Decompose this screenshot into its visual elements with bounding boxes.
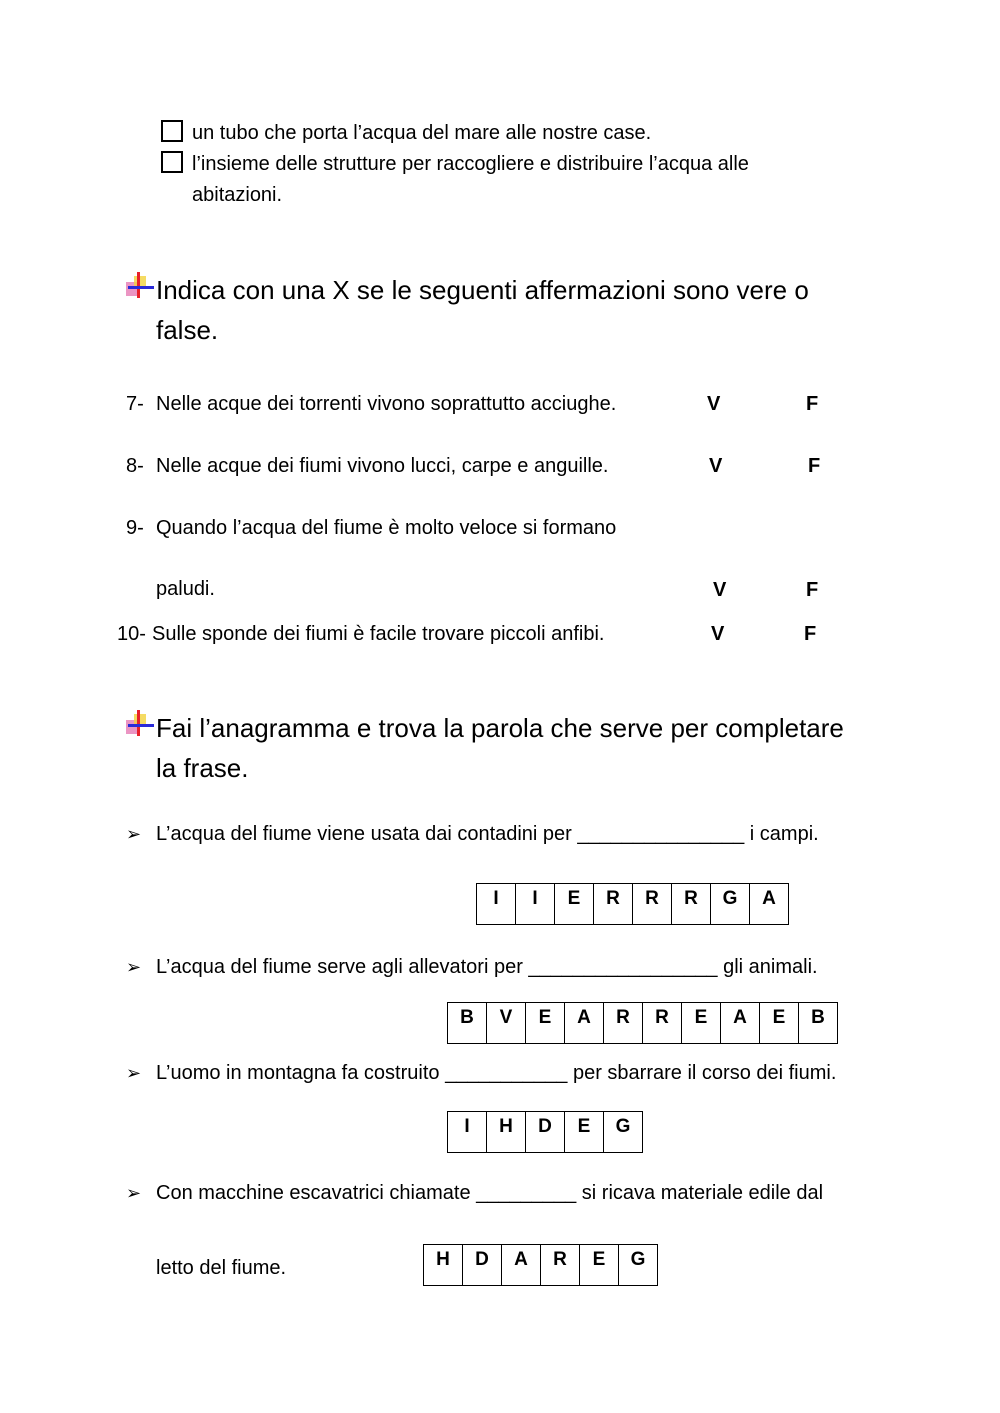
anagram-sentence: Con macchine escavatrici chiamate _________ si ricava materiale edile dal bbox=[156, 1182, 824, 1204]
letter-grid bbox=[447, 1111, 643, 1153]
letter-grid bbox=[447, 1002, 838, 1044]
letter-cell: R bbox=[604, 1003, 643, 1044]
letter-cell: R bbox=[541, 1245, 580, 1286]
letter-cell: R bbox=[633, 884, 672, 925]
letter-cell: B bbox=[799, 1003, 838, 1044]
anagram-sentence-cont: letto del fiume. bbox=[156, 1257, 287, 1279]
option-checkbox-1[interactable] bbox=[161, 120, 183, 142]
letter-cell: A bbox=[721, 1003, 760, 1044]
letter-cell: I bbox=[448, 1112, 487, 1153]
question-number: 9- bbox=[126, 517, 144, 539]
false-option[interactable]: F bbox=[808, 455, 821, 477]
anagram-sentence: L’uomo in montagna fa costruito ___________ per sbarrare il corso dei fiumi. bbox=[156, 1062, 837, 1084]
arrow-bullet-icon: ➢ bbox=[126, 1183, 142, 1203]
question-text: Quando l’acqua del fiume è molto veloce si formano bbox=[156, 517, 617, 539]
letter-cell: R bbox=[672, 884, 711, 925]
arrow-bullet-icon: ➢ bbox=[126, 957, 142, 977]
letter-cell: G bbox=[604, 1112, 643, 1153]
letter-cell: A bbox=[502, 1245, 541, 1286]
option-text-1: un tubo che porta l’acqua del mare alle nostre case. bbox=[192, 122, 652, 144]
question-number: 7- bbox=[126, 393, 144, 415]
letter-cell: E bbox=[526, 1003, 565, 1044]
letter-cell: A bbox=[565, 1003, 604, 1044]
letter-cell: V bbox=[487, 1003, 526, 1044]
false-option[interactable]: F bbox=[804, 623, 817, 645]
question-text-cont: paludi. bbox=[156, 578, 215, 600]
pin-bullet-icon bbox=[124, 710, 154, 740]
anagram-sentence: L’acqua del fiume viene usata dai contadini per _______________ i campi. bbox=[156, 823, 819, 845]
question-text: Nelle acque dei torrenti vivono soprattutto acciughe. bbox=[156, 393, 617, 415]
letter-cell: G bbox=[619, 1245, 658, 1286]
true-option[interactable]: V bbox=[711, 623, 725, 645]
anagram-sentence: L’acqua del fiume serve agli allevatori per _________________ gli animali. bbox=[156, 956, 818, 978]
letter-cell: H bbox=[487, 1112, 526, 1153]
section-2-title: Fai l’anagramma e trova la parola che serve per completare bbox=[156, 713, 844, 743]
option-text-2: l’insieme delle strutture per raccogliere e distribuire l’acqua alle bbox=[192, 153, 749, 175]
letter-cell: H bbox=[424, 1245, 463, 1286]
arrow-bullet-icon: ➢ bbox=[126, 1063, 142, 1083]
letter-cell: I bbox=[477, 884, 516, 925]
letter-cell: R bbox=[594, 884, 633, 925]
option-text-2-cont: abitazioni. bbox=[192, 184, 283, 206]
arrow-bullet-icon: ➢ bbox=[126, 824, 142, 844]
section-1-title-cont: false. bbox=[156, 315, 219, 345]
letter-cell: E bbox=[555, 884, 594, 925]
letter-cell: G bbox=[711, 884, 750, 925]
letter-cell: D bbox=[526, 1112, 565, 1153]
letter-cell: E bbox=[565, 1112, 604, 1153]
letter-cell: D bbox=[463, 1245, 502, 1286]
true-option[interactable]: V bbox=[713, 579, 727, 601]
letter-grid bbox=[423, 1244, 658, 1286]
letter-cell: I bbox=[516, 884, 555, 925]
section-2-title-cont: la frase. bbox=[156, 753, 249, 783]
pin-bullet-icon bbox=[124, 272, 154, 302]
letter-cell: R bbox=[643, 1003, 682, 1044]
letter-cell: B bbox=[448, 1003, 487, 1044]
option-checkbox-2[interactable] bbox=[161, 151, 183, 173]
question-text: Nelle acque dei fiumi vivono lucci, carpe e anguille. bbox=[156, 455, 609, 477]
letter-cell: E bbox=[682, 1003, 721, 1044]
false-option[interactable]: F bbox=[806, 393, 819, 415]
question-number: 8- bbox=[126, 455, 144, 477]
false-option[interactable]: F bbox=[806, 579, 819, 601]
letter-cell: A bbox=[750, 884, 789, 925]
letter-cell: E bbox=[580, 1245, 619, 1286]
letter-cell: E bbox=[760, 1003, 799, 1044]
section-1-title: Indica con una X se le seguenti affermazioni sono vere o bbox=[156, 275, 809, 305]
question-number: 10- bbox=[117, 623, 146, 645]
question-text: Sulle sponde dei fiumi è facile trovare piccoli anfibi. bbox=[152, 623, 605, 645]
true-option[interactable]: V bbox=[707, 393, 721, 415]
letter-grid bbox=[476, 883, 789, 925]
true-option[interactable]: V bbox=[709, 455, 723, 477]
